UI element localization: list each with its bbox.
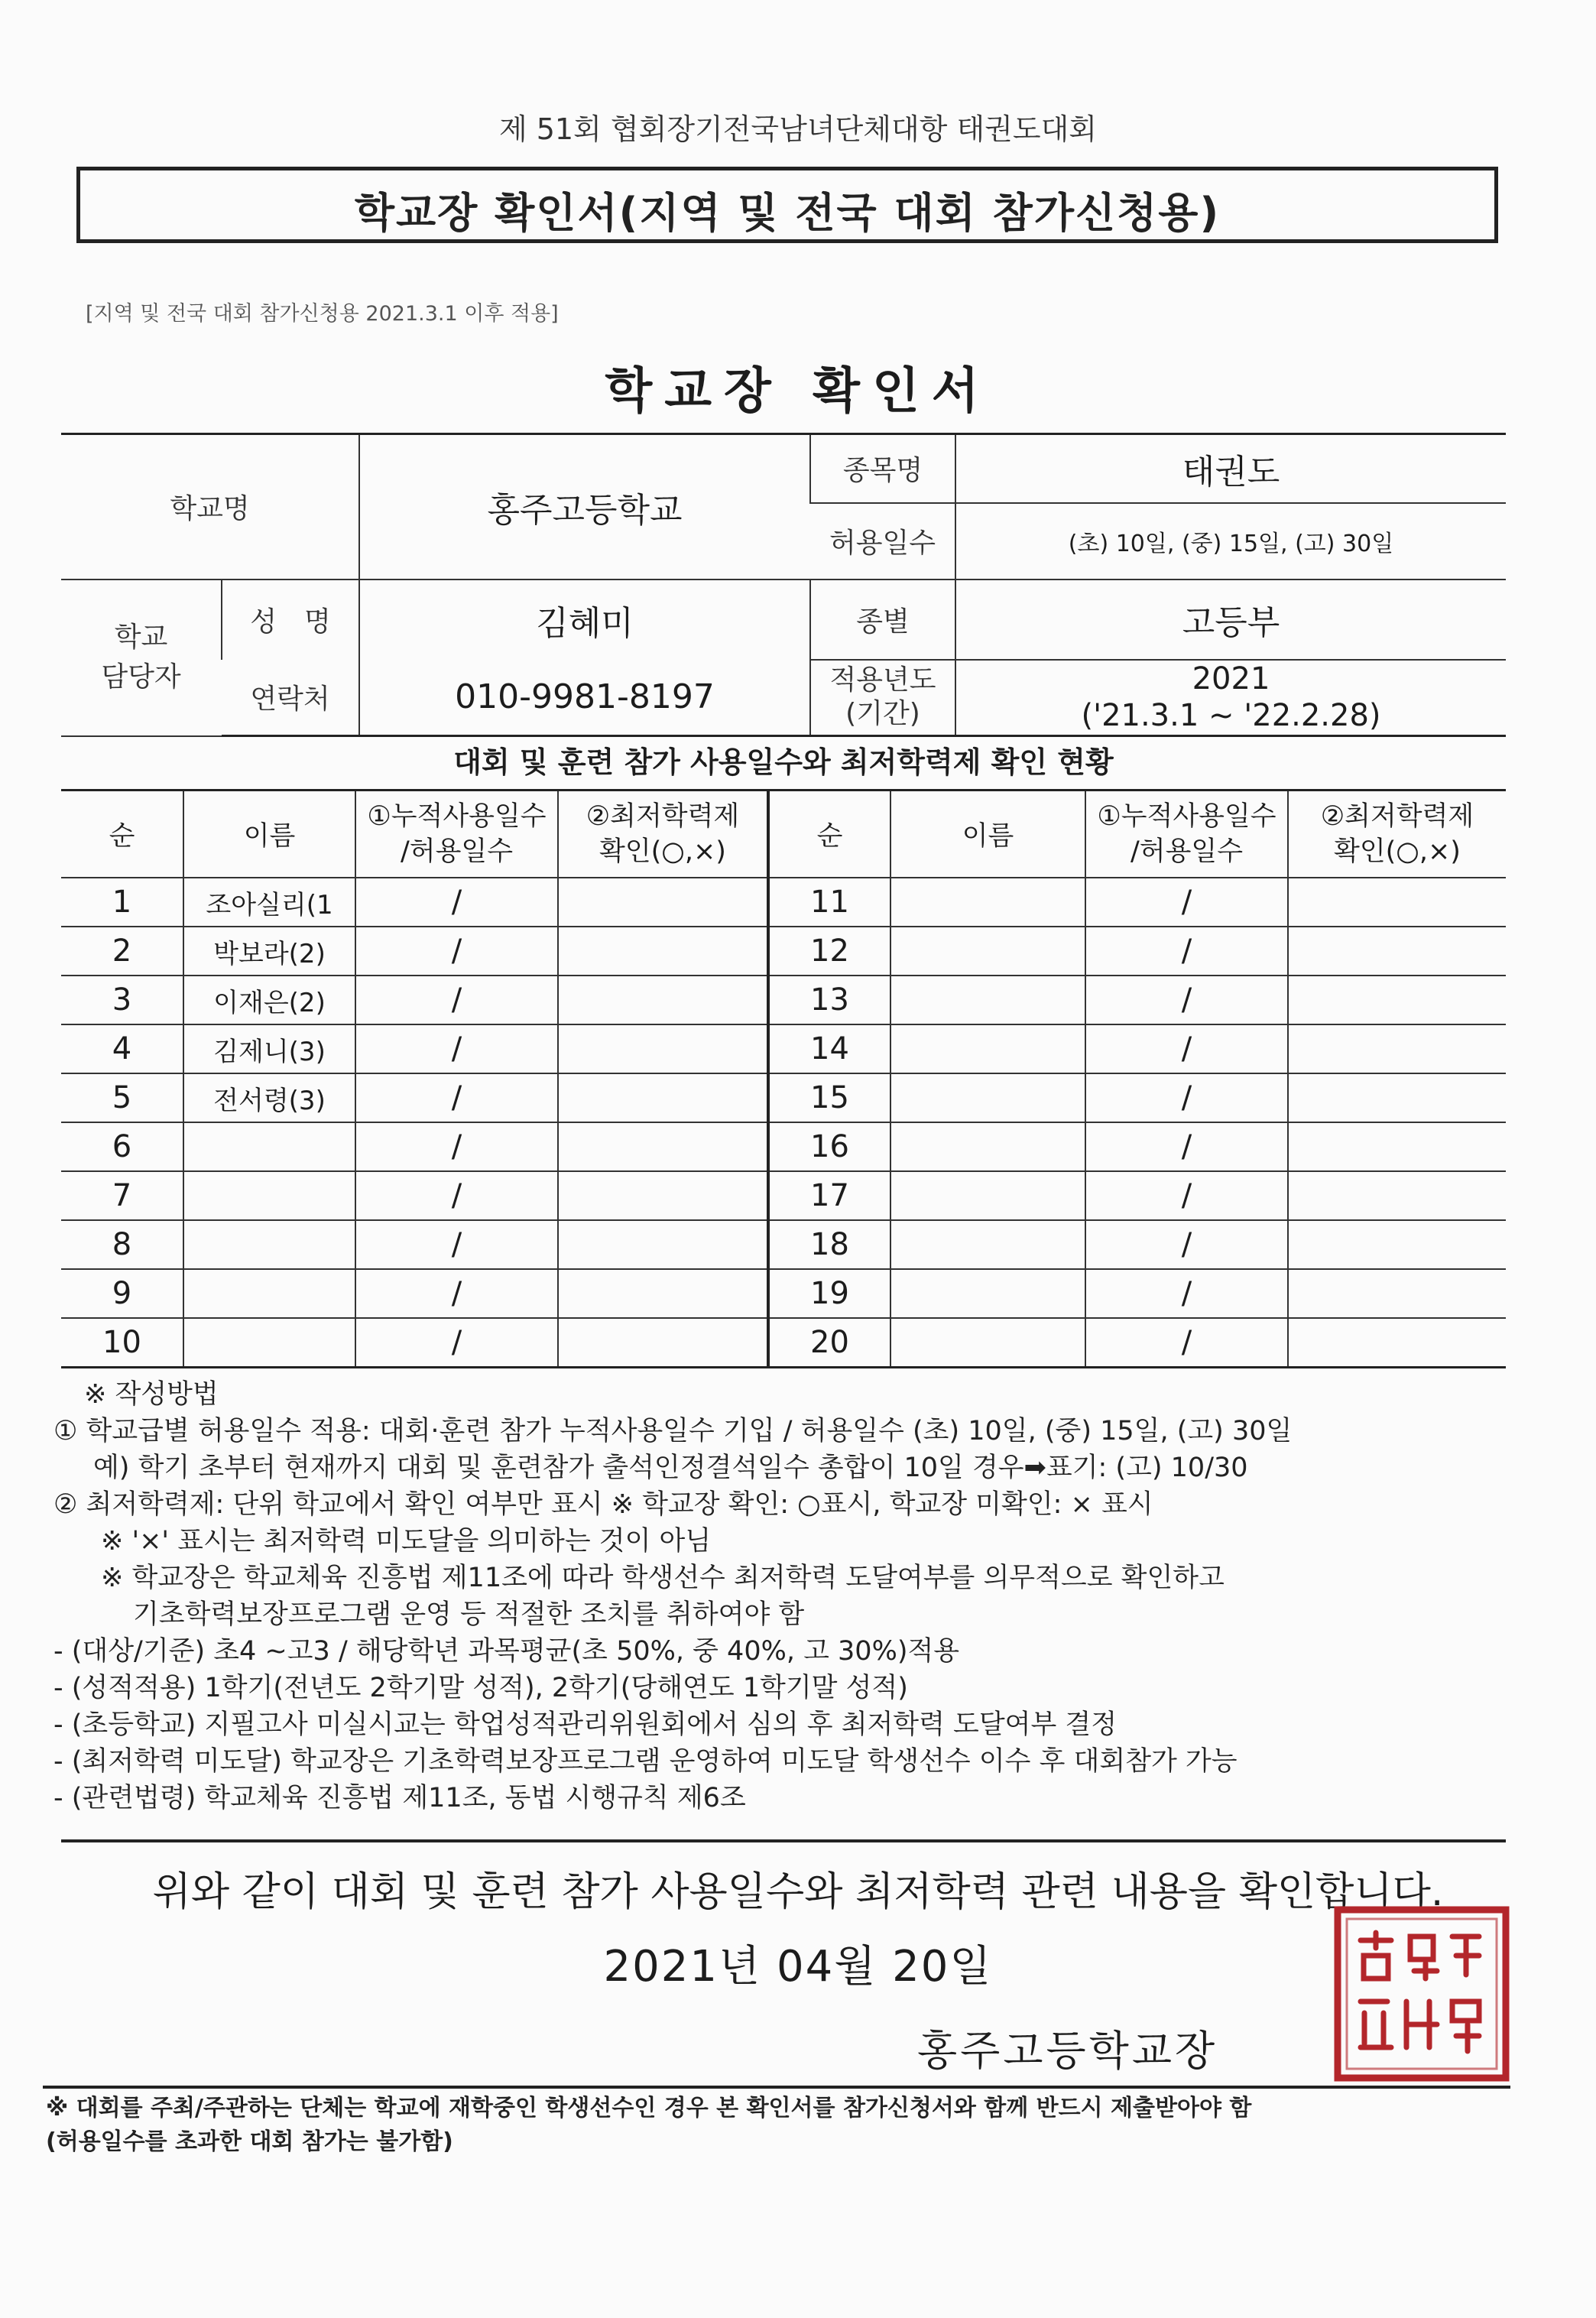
row-number: 19 (768, 1269, 890, 1318)
header-academic: ②최저학력제 확인(○,×) (1288, 791, 1506, 878)
row-number: 16 (768, 1122, 890, 1171)
row-number: 14 (768, 1024, 890, 1073)
participant-name (890, 1073, 1085, 1122)
table-row (61, 1318, 1506, 1368)
detail-5: - (관련법령) 학교체육 진흥법 제11조, 동법 시행규칙 제6조 (54, 1783, 746, 1813)
academic-check-cell (558, 1318, 768, 1368)
academic-check-cell (558, 878, 768, 927)
header-days: ①누적사용일수 /허용일수 (1085, 791, 1288, 878)
contact-label: 연락처 (222, 660, 359, 736)
participant-name: 조아실리(1 (183, 878, 355, 927)
name-value: 김혜미 (359, 580, 810, 660)
division-label: 종별 (810, 580, 955, 660)
academic-check-cell (558, 976, 768, 1024)
academic-check-cell (558, 1171, 768, 1220)
academic-check-cell (1288, 1220, 1506, 1269)
row-number: 8 (61, 1220, 183, 1269)
table-row (61, 976, 1506, 1024)
academic-check-cell (1288, 1122, 1506, 1171)
participant-name (890, 878, 1085, 927)
participant-name: 김제니(3) (183, 1024, 355, 1073)
days-cell: / (1085, 976, 1288, 1024)
event-value: 태권도 (955, 434, 1506, 503)
participant-name (183, 1171, 355, 1220)
header-no: 순 (768, 791, 890, 878)
participant-name (183, 1122, 355, 1171)
official-seal-stamp (1330, 1902, 1513, 2086)
row-number: 2 (61, 927, 183, 976)
participant-name: 전서령(3) (183, 1073, 355, 1122)
document-title: 학교장 확인서 (605, 363, 991, 420)
participant-name (183, 1269, 355, 1318)
header-academic: ②최저학력제 확인(○,×) (558, 791, 768, 878)
participant-name: 이재은(2) (183, 976, 355, 1024)
instructions (54, 1376, 1521, 1816)
school-label: 학교명 (61, 434, 359, 580)
divider (61, 1839, 1506, 1842)
allowed-days-value: (초) 10일, (중) 15일, (고) 30일 (955, 503, 1506, 580)
participant-name (890, 1220, 1085, 1269)
contact-value: 010-9981-8197 (359, 660, 810, 736)
instruction-2-note-b: ※ 학교장은 학교체육 진흥법 제11조에 따라 학생선수 최저학력 도달여부를 의무적으로 확인하고 (101, 1563, 1225, 1593)
academic-check-cell (558, 927, 768, 976)
row-number: 4 (61, 1024, 183, 1073)
row-number: 15 (768, 1073, 890, 1122)
participant-name (890, 1318, 1085, 1368)
table-row (61, 1220, 1506, 1269)
instruction-2-note-a: ※ '×' 표시는 최저학력 미도달을 의미하는 것이 아님 (101, 1526, 712, 1557)
table-row (61, 927, 1506, 976)
academic-check-cell (1288, 1171, 1506, 1220)
days-cell: / (1085, 1122, 1288, 1171)
row-number: 13 (768, 976, 890, 1024)
academic-check-cell (558, 1122, 768, 1171)
year-value: 2021 ('21.3.1 ~ '22.2.28) (955, 660, 1506, 736)
header-name: 이름 (183, 791, 355, 878)
participant-name (890, 1269, 1085, 1318)
academic-check-cell (1288, 976, 1506, 1024)
days-cell: / (355, 1024, 558, 1073)
row-number: 10 (61, 1318, 183, 1368)
days-cell: / (1085, 1024, 1288, 1073)
detail-2: - (성적적용) 1학기(전년도 2학기말 성적), 2학기(당해연도 1학기말 성적) (54, 1673, 908, 1703)
days-cell: / (355, 927, 558, 976)
row-number: 18 (768, 1220, 890, 1269)
table-row (61, 1122, 1506, 1171)
days-cell: / (355, 1220, 558, 1269)
table-row (61, 1171, 1506, 1220)
manager-label: 학교 담당자 (61, 580, 222, 736)
row-number: 11 (768, 878, 890, 927)
days-cell: / (355, 976, 558, 1024)
academic-check-cell (1288, 1024, 1506, 1073)
instruction-2-note-c: 기초학력보장프로그램 운영 등 적절한 조치를 취하여야 함 (133, 1599, 805, 1630)
divider (43, 2086, 1510, 2089)
participant-name (890, 927, 1085, 976)
table-row (61, 878, 1506, 927)
participant-name (183, 1318, 355, 1368)
days-cell: / (1085, 1269, 1288, 1318)
allowed-days-label: 허용일수 (810, 503, 955, 580)
participant-name (890, 1024, 1085, 1073)
days-cell: / (355, 1073, 558, 1122)
form-note: [지역 및 전국 대회 참가신청용 2021.3.1 이후 적용] (86, 302, 559, 326)
row-number: 6 (61, 1122, 183, 1171)
detail-1: - (대상/기준) 초4 ~고3 / 해당학년 과목평균(초 50%, 중 40%, 고 30%)적용 (54, 1636, 960, 1667)
footer-line-1: ※ 대회를 주최/주관하는 단체는 학교에 재학중인 학생선수인 경우 본 확인서를 참가신청서와 함께 반드시 제출받아야 함 (46, 2095, 1252, 2122)
row-number: 3 (61, 976, 183, 1024)
info-table (61, 433, 1506, 737)
footer-line-2: (허용일수를 초과한 대회 참가는 불가함) (46, 2128, 453, 2155)
form-title: 학교장 확인서(지역 및 전국 대회 참가신청용) (354, 189, 1221, 237)
division-value: 고등부 (955, 580, 1506, 660)
instructions-heading: ※ 작성방법 (84, 1379, 219, 1410)
instruction-2: ② 최저학력제: 단위 학교에서 확인 여부만 표시 ※ 학교장 확인: ○표시, 학교장 미확인: × 표시 (54, 1489, 1153, 1520)
principal-signature: 홍주고등학교장 (917, 2027, 1218, 2075)
days-cell: / (1085, 1073, 1288, 1122)
days-cell: / (1085, 1220, 1288, 1269)
participant-name (183, 1220, 355, 1269)
header-no: 순 (61, 791, 183, 878)
section-title: 대회 및 훈련 참가 사용일수와 최저학력제 확인 현황 (453, 745, 1114, 779)
participant-name (890, 976, 1085, 1024)
academic-check-cell (1288, 1318, 1506, 1368)
footer-note (46, 2092, 1544, 2159)
header-name: 이름 (890, 791, 1085, 878)
days-cell: / (1085, 878, 1288, 927)
confirmation-date: 2021년 04월 20일 (603, 1942, 993, 1992)
days-cell: / (355, 878, 558, 927)
name-label: 성 명 (222, 580, 359, 660)
academic-check-cell (558, 1073, 768, 1122)
academic-check-cell (1288, 1269, 1506, 1318)
days-cell: / (355, 1171, 558, 1220)
academic-check-cell (558, 1024, 768, 1073)
table-row (61, 1024, 1506, 1073)
competition-title: 제 51회 협회장기전국남녀단체대항 태권도대회 (498, 112, 1098, 146)
academic-check-cell (1288, 878, 1506, 927)
school-value: 홍주고등학교 (359, 434, 810, 580)
instruction-1: ① 학교급별 허용일수 적용: 대회·훈련 참가 누적사용일수 기입 / 허용일수 (초) 10일, (중) 15일, (고) 30일 (54, 1416, 1293, 1446)
days-cell: / (1085, 1171, 1288, 1220)
row-number: 12 (768, 927, 890, 976)
days-cell: / (355, 1122, 558, 1171)
academic-check-cell (1288, 1073, 1506, 1122)
days-cell: / (355, 1318, 558, 1368)
instruction-1-example: 예) 학기 초부터 현재까지 대회 및 훈련참가 출석인정결석일수 총합이 10일 경우➡표기: (고) 10/30 (93, 1453, 1248, 1483)
row-number: 7 (61, 1171, 183, 1220)
row-number: 5 (61, 1073, 183, 1122)
row-number: 20 (768, 1318, 890, 1368)
days-cell: / (1085, 1318, 1288, 1368)
participant-name: 박보라(2) (183, 927, 355, 976)
event-label: 종목명 (810, 434, 955, 503)
year-label: 적용년도 (기간) (810, 660, 955, 736)
confirmation-statement: 위와 같이 대회 및 훈련 참가 사용일수와 최저학력 관련 내용을 확인합니다. (152, 1869, 1444, 1915)
detail-3: - (초등학교) 지필고사 미실시교는 학업성적관리위원회에서 심의 후 최저학력 도달여부 결정 (54, 1709, 1118, 1740)
table-row (61, 1269, 1506, 1318)
row-number: 17 (768, 1171, 890, 1220)
academic-check-cell (558, 1269, 768, 1318)
header-days: ①누적사용일수 /허용일수 (355, 791, 558, 878)
participant-name (890, 1122, 1085, 1171)
row-number: 9 (61, 1269, 183, 1318)
academic-check-cell (1288, 927, 1506, 976)
row-number: 1 (61, 878, 183, 927)
days-cell: / (355, 1269, 558, 1318)
participant-table (61, 789, 1506, 1368)
table-row (61, 1073, 1506, 1122)
detail-4: - (최저학력 미도달) 학교장은 기초학력보장프로그램 운영하여 미도달 학생선수 이수 후 대회참가 가능 (54, 1746, 1238, 1777)
days-cell: / (1085, 927, 1288, 976)
academic-check-cell (558, 1220, 768, 1269)
participant-name (890, 1171, 1085, 1220)
